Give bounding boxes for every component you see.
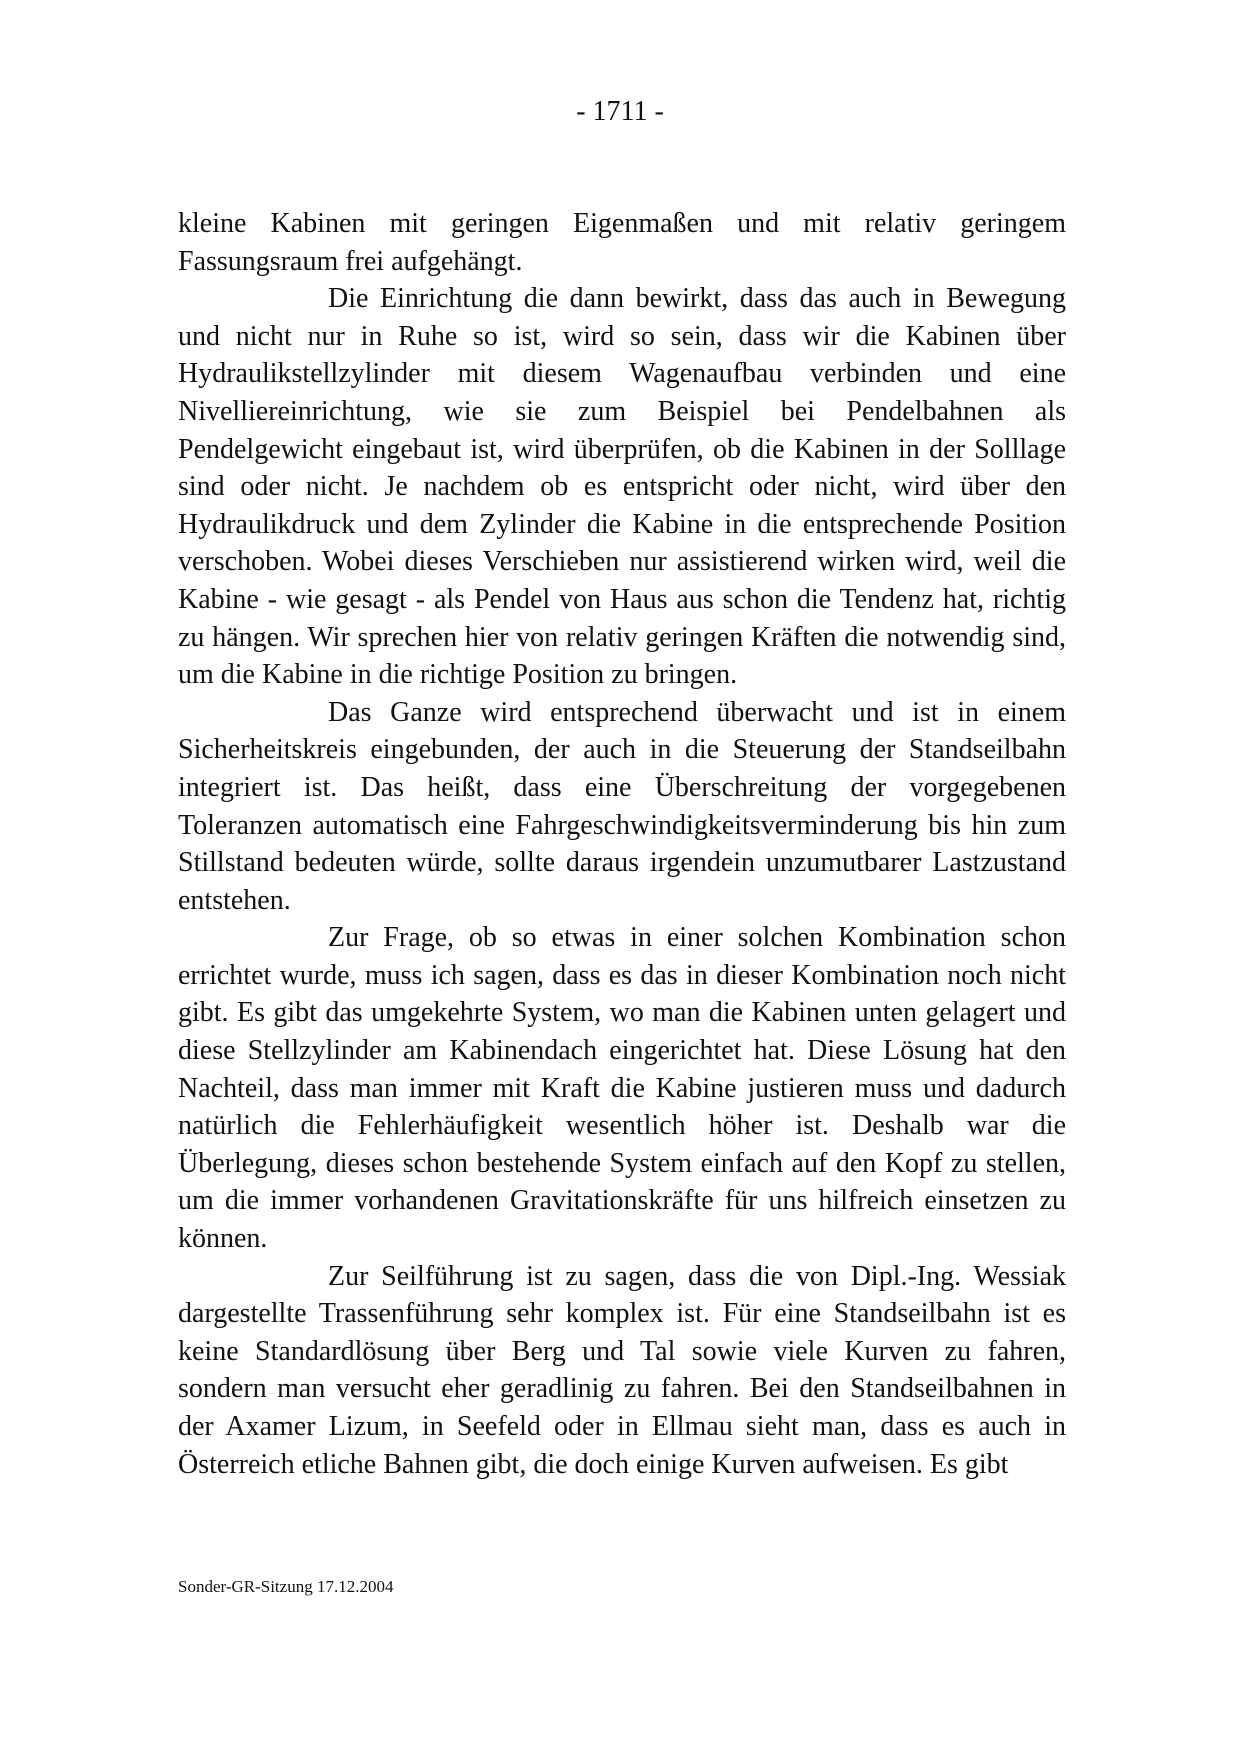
paragraph-safety-circuit: Das Ganze wird entsprechend überwacht und ist in einem Sicherheitskreis eingebunden, der auch in die Steuerung der Standseilbahn integriert ist. Das heißt, dass eine Überschreitung der vorgegebenen Toleranzen automatisch eine Fahrgeschwindigkeitsverminderung bis hin zum Stillstand bedeuten würde, sollte daraus irgendein unzumutbarer Lastzustand entstehen. (178, 696, 1066, 916)
paragraph-rope-routing: Zur Seilführung ist zu sagen, dass die von Dipl.-Ing. Wessiak dargestellte Trassenführung sehr komplex ist. Für eine Standseilbahn ist es keine Standardlösung über Berg und Tal sowie viele Kurven zu fahren, sondern man versucht eher geradlinig zu fahren. Bei den Standseilbahnen in der Axamer Lizum, in Seefeld oder in Ellmau sieht man, dass es auch in Österreich etliche Bahnen gibt, die doch einige Kurven aufweisen. Es gibt (178, 1260, 1066, 1480)
paragraph-cabin-leveling: Die Einrichtung die dann bewirkt, dass das auch in Bewegung und nicht nur in Ruhe so ist, wird so sein, dass wir die Kabinen über Hydraulikstellzylinder mit diesem Wagenaufbau verbinden und eine Nivelliereinrichtung, wie sie zum Beispiel bei Pendelbahnen als Pendelgewicht eingebaut ist, wird überprüfen, ob die Kabinen in der Solllage sind oder nicht. Je nachdem ob es entspricht oder nicht, wird über den Hydraulikdruck und dem Zylinder die Kabine in die entsprechende Position verschoben. Wobei dieses Verschieben nur assistierend wirken wird, weil die Kabine - wie gesagt - als Pendel von Haus aus schon die Tendenz hat, richtig zu hängen. Wir sprechen hier von relativ geringen Kräften die notwendig sind, um die Kabine in die richtige Position zu bringen. (178, 283, 1066, 691)
page-number: - 1711 - (576, 96, 664, 127)
page-footer: Sonder-GR-Sitzung 17.12.2004 (178, 1577, 394, 1596)
paragraph-existing-systems: Zur Frage, ob so etwas in einer solchen Kombination schon errichtet wurde, muss ich sagen, dass es das in dieser Kombination noch nicht gibt. Es gibt das umgekehrte System, wo man die Kabinen unten gelagert und diese Stellzylinder am Kabinendach eingerichtet hat. Diese Lösung hat den Nachteil, dass man immer mit Kraft die Kabine justieren muss und dadurch natürlich die Fehlerhäufigkeit wesentlich höher ist. Deshalb war die Überlegung, dieses schon bestehende System einfach auf den Kopf zu stellen, um die immer vorhandenen Gravitationskräfte für uns hilfreich einsetzen zu können. (178, 922, 1066, 1255)
paragraph-continuation: kleine Kabinen mit geringen Eigenmaßen und mit relativ geringem Fassungsraum frei aufgehängt. (178, 208, 1066, 277)
document-body (178, 205, 1066, 1483)
